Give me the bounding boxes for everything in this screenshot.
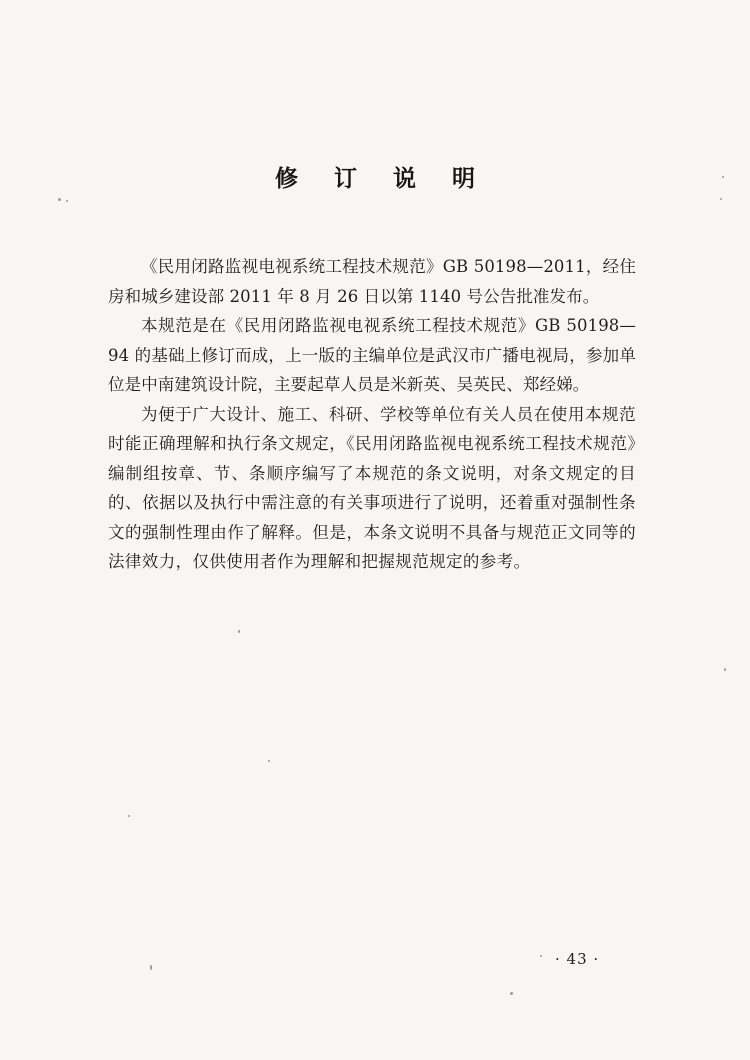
paragraph-1: 《民用闭路监视电视系统工程技术规范》GB 50198—2011，经住房和城乡建设部 2011 年 8 月 26 日以第 1140 号公告批准发布。	[108, 257, 636, 306]
scan-speck	[66, 200, 68, 202]
paragraph-3: 为便于广大设计、施工、科研、学校等单位有关人员在使用本规范时能正确理解和执行条文规定，《民用闭路监视电视系统工程技术规范》编制组按章、节、条顺序编写了本规范的条文说明，对条文规定的目的、依据以及执行中需注意的有关事项进行了说明，还着重对强制性条文的强制性理由作了解释。但是，本条文说明不具备与规范正文同等的法律效力，仅供使用者作为理解和把握规范规定的参考。	[108, 404, 636, 571]
scan-speck	[58, 198, 61, 201]
scan-speck	[238, 630, 240, 633]
body-text	[108, 252, 636, 577]
scan-speck	[268, 760, 270, 762]
page-number: · 43 ·	[555, 950, 600, 968]
scan-speck	[150, 965, 152, 970]
scan-speck	[720, 198, 722, 200]
scan-speck	[510, 992, 513, 995]
page-title: 修 订 说 明	[274, 166, 490, 192]
scan-speck	[722, 176, 724, 178]
scan-speck	[540, 955, 542, 957]
scan-speck	[128, 815, 130, 817]
scan-speck	[724, 668, 726, 671]
paragraph-2: 本规范是在《民用闭路监视电视系统工程技术规范》GB 50198—94 的基础上修订而成，上一版的主编单位是武汉市广播电视局，参加单位是中南建筑设计院，主要起草人员是米新英、吴英民、郑经娣。	[108, 316, 636, 394]
